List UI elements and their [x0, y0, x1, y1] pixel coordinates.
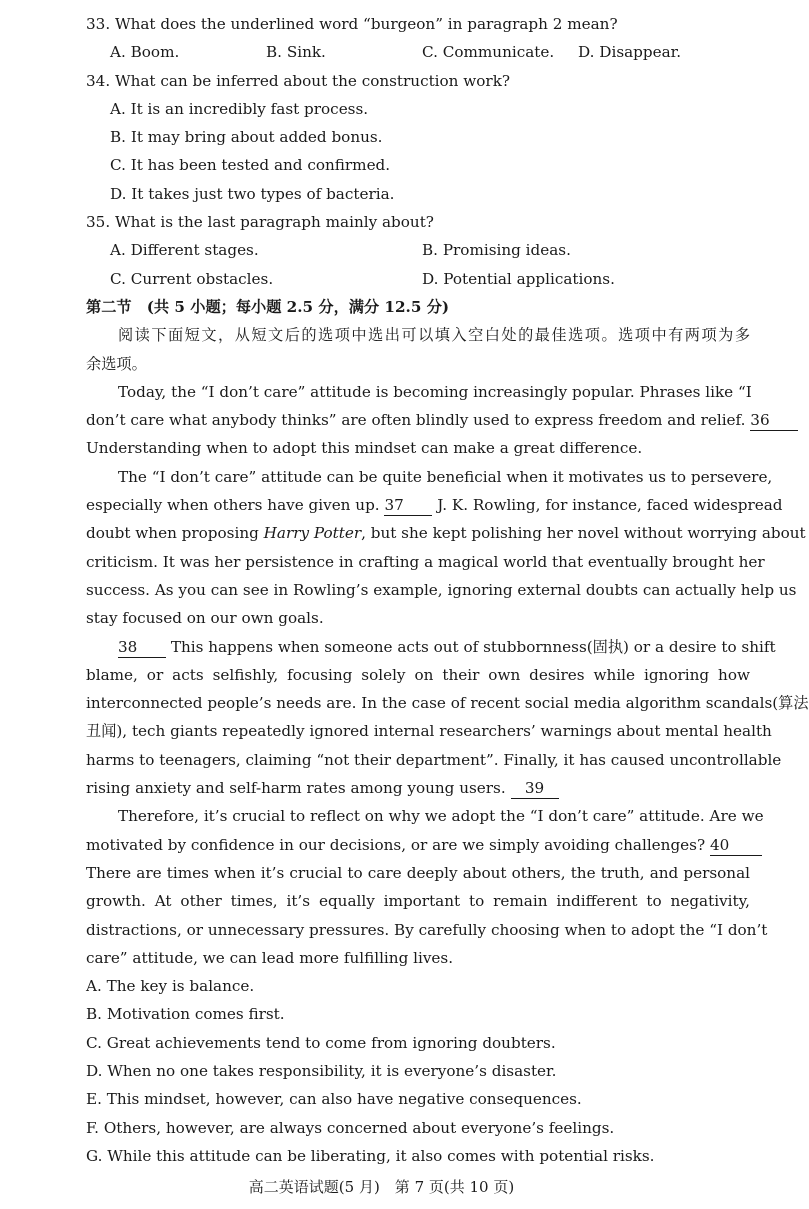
question-35-options-row2: [86, 265, 750, 293]
passage-line: [86, 831, 750, 859]
passage-line: criticism. It was her persistence in crafting a magical world that eventually brought her: [86, 552, 765, 571]
passage-line: success. As you can see in Rowling’s example, ignoring external doubts can actually help us: [86, 580, 797, 599]
question-35-stem: 35. What is the last paragraph mainly about?: [86, 213, 434, 232]
passage-text: This happens when someone acts out of stubbornness(固执) or a desire to shift: [170, 637, 776, 656]
passage-text: motivated by confidence in our decisions, or are we simply avoiding challenges?: [86, 835, 706, 854]
passage-line: interconnected people’s needs are. In the case of recent social media algorithm scandals(算法: [86, 694, 809, 713]
option-d: D. Potential applications.: [422, 269, 615, 288]
option-d: D. Disappear.: [578, 43, 682, 62]
choice-c: C. Great achievements tend to come from ignoring doubters.: [86, 1033, 556, 1052]
passage-line: [86, 519, 806, 547]
passage-line: care” attitude, we can lead more fulfilling lives.: [86, 948, 454, 967]
blank-38[interactable]: 38: [118, 637, 166, 658]
section-instructions-cont: 余选项。: [86, 354, 147, 373]
passage-line: There are times when it’s crucial to care deeply about others, the truth, and personal: [86, 863, 750, 882]
blank-37[interactable]: 37: [384, 495, 432, 516]
question-33-stem: 33. What does the underlined word “burgeon” in paragraph 2 mean?: [86, 15, 618, 33]
question-35-options-row1: [86, 236, 750, 264]
option-a: A. Boom.: [110, 43, 180, 62]
passage-line: Therefore, it’s crucial to reflect on why we adopt the “I don’t care” attitude. Are we: [118, 807, 764, 826]
book-title: Harry Potter: [263, 524, 362, 543]
passage-line: 丑闻), tech giants repeatedly ignored internal researchers’ warnings about mental health: [86, 722, 772, 741]
passage-line: Understanding when to adopt this mindset can make a great difference.: [86, 439, 643, 458]
option-b: B. Sink.: [266, 43, 326, 62]
passage-line: blame, or acts selfishly, focusing solely on their own desires while ignoring how: [86, 665, 750, 684]
blank-39[interactable]: 39: [511, 778, 559, 799]
option-b: B. Promising ideas.: [422, 241, 571, 260]
passage-line: [86, 406, 770, 434]
choice-f: F. Others, however, are always concerned about everyone’s feelings.: [86, 1118, 615, 1137]
passage-line: [86, 774, 750, 802]
option-a: A. Different stages.: [110, 241, 259, 260]
option-d: D. It takes just two types of bacteria.: [110, 184, 395, 203]
question-33-options: [86, 38, 750, 66]
choice-a: A. The key is balance.: [86, 977, 255, 996]
passage-line: harms to teenagers, claiming “not their department”. Finally, it has caused uncontrollable: [86, 750, 782, 769]
passage-text: don’t care what anybody thinks” are often blindly used to express freedom and relief.: [86, 411, 746, 430]
passage-line: distractions, or unnecessary pressures. By carefully choosing when to adopt the “I don’t: [86, 920, 768, 939]
blank-36[interactable]: 36: [750, 410, 798, 431]
option-b: B. It may bring about added bonus.: [110, 128, 383, 147]
passage-line: stay focused on our own goals.: [86, 609, 324, 628]
passage-text: J. K. Rowling, for instance, faced widespread: [437, 496, 783, 515]
passage-text: especially when others have given up.: [86, 496, 380, 515]
page-footer: 高二英语试题(5 月) 第 7 页(共 10 页): [248, 1178, 515, 1196]
passage-line: The “I don’t care” attitude can be quite beneficial when it motivates us to persevere,: [118, 467, 773, 486]
option-c: C. It has been tested and confirmed.: [110, 156, 391, 175]
choice-b: B. Motivation comes first.: [86, 1005, 285, 1024]
question-34-stem: 34. What can be inferred about the construction work?: [86, 71, 511, 90]
exam-page: [86, 10, 809, 1170]
choice-d: D. When no one takes responsibility, it is everyone’s disaster.: [86, 1061, 557, 1080]
passage-line: Today, the “I don’t care” attitude is becoming increasingly popular. Phrases like “I: [118, 382, 752, 401]
passage-text: doubt when proposing: [86, 524, 259, 543]
passage-text: , but she kept polishing her novel without worrying about: [361, 524, 806, 543]
passage-line: [86, 491, 783, 519]
choice-e: E. This mindset, however, can also have negative consequences.: [86, 1090, 582, 1109]
blank-40[interactable]: 40: [710, 835, 762, 856]
choice-g: G. While this attitude can be liberating, it also comes with potential risks.: [86, 1146, 655, 1165]
passage-text: rising anxiety and self-harm rates among young users.: [86, 779, 506, 798]
option-a: A. It is an incredibly fast process.: [110, 99, 369, 118]
option-c: C. Communicate.: [422, 43, 555, 62]
section-instructions: 阅读下面短文，从短文后的选项中选出可以填入空白处的最佳选项。选项中有两项为多: [118, 326, 750, 345]
option-c: C. Current obstacles.: [110, 269, 274, 288]
passage-line: [86, 633, 776, 661]
section-heading: 第二节 (共 5 小题；每小题 2.5 分，满分 12.5 分): [86, 297, 450, 316]
passage-line: growth. At other times, it’s equally important to remain indifferent to negativity,: [86, 892, 750, 911]
